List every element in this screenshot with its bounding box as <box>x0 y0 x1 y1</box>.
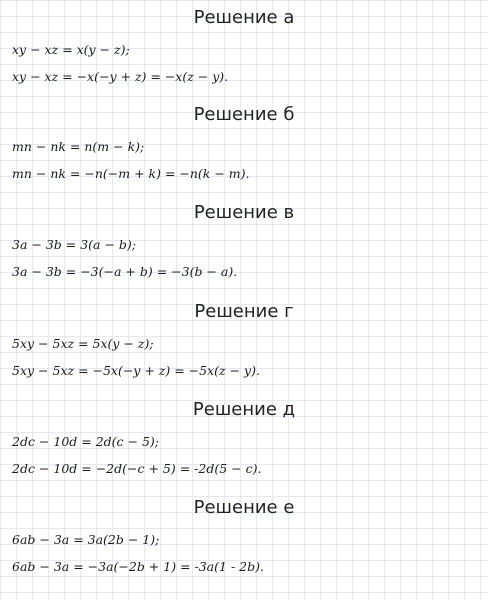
equation-line: mn − nk = −n(−m + k) = −n(k − m). <box>12 166 250 181</box>
equation-line: 6ab − 3a = 3a(2b − 1); <box>12 532 160 547</box>
equation-line: 5xy − 5xz = −5x(−y + z) = −5x(z − y). <box>12 363 260 378</box>
solution-section-v <box>0 199 488 295</box>
solution-section-b <box>0 101 488 197</box>
section-heading: Решение а <box>193 7 295 28</box>
solution-section-e <box>0 494 488 590</box>
equation-line: xy − xz = x(y − z); <box>12 42 130 57</box>
equation-line: 2dc − 10d = 2d(c − 5); <box>12 434 159 449</box>
equation-line: 2dc − 10d = −2d(−c + 5) = -2d(5 − c). <box>12 461 262 476</box>
section-heading: Решение д <box>192 399 296 420</box>
equation-line: xy − xz = −x(−y + z) = −x(z − y). <box>12 69 229 84</box>
equation-line: 3a − 3b = 3(a − b); <box>12 237 136 252</box>
section-heading: Решение е <box>193 497 295 518</box>
equation-line: mn − nk = n(m − k); <box>12 139 145 154</box>
solution-section-a <box>0 4 488 100</box>
equation-line: 5xy − 5xz = 5x(y − z); <box>12 336 154 351</box>
equation-line: 6ab − 3a = −3a(−2b + 1) = -3a(1 - 2b). <box>12 559 264 574</box>
solution-section-d <box>0 396 488 492</box>
section-heading: Решение г <box>194 301 294 322</box>
solution-section-g <box>0 298 488 394</box>
equation-line: 3a − 3b = −3(−a + b) = −3(b − a). <box>12 264 238 279</box>
section-heading: Решение б <box>193 104 295 125</box>
section-heading: Решение в <box>193 202 295 223</box>
